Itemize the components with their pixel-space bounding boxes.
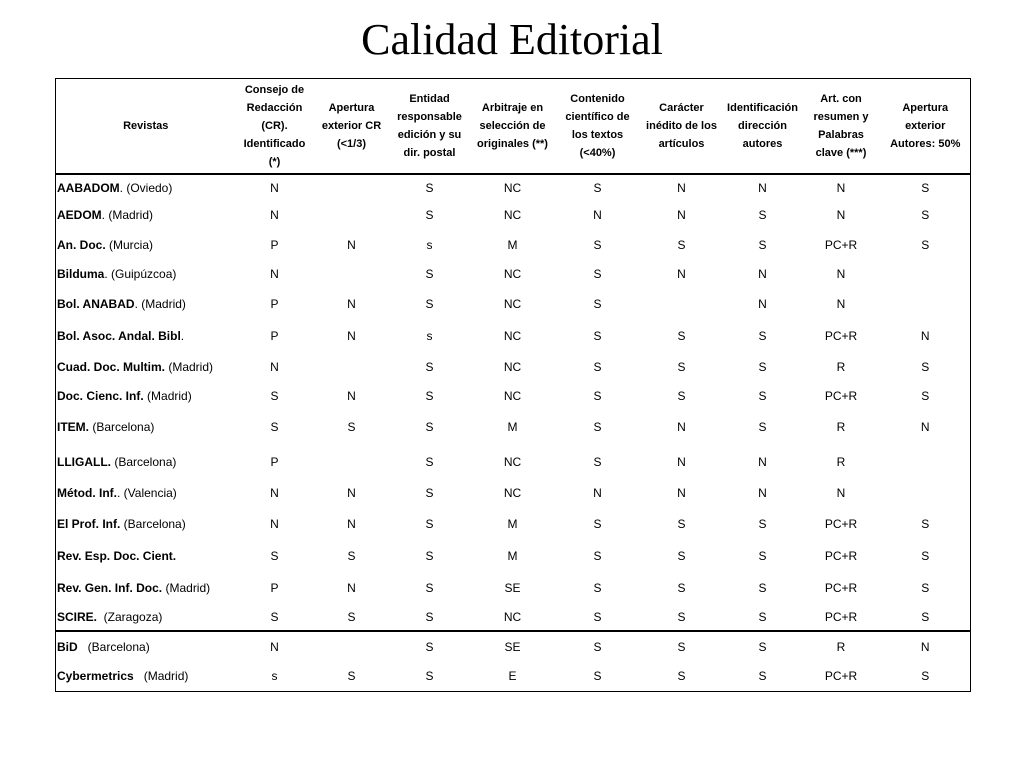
table-cell: S	[425, 454, 434, 469]
table-cell: S	[724, 631, 802, 661]
table-cell: S	[758, 388, 767, 403]
table-cell: N	[677, 180, 686, 195]
table-cell: S	[758, 668, 767, 683]
journal-place: .	[180, 328, 185, 343]
journal-title: AEDOM	[57, 208, 102, 222]
table-cell: N	[758, 180, 767, 195]
table-cell: N	[677, 454, 686, 469]
table-cell	[314, 352, 390, 382]
table-cell	[881, 479, 971, 507]
table-cell: N	[270, 486, 279, 500]
table-cell: S	[921, 388, 930, 403]
table-cell: N	[347, 296, 356, 311]
table-cell: PC+R	[824, 549, 858, 563]
table-cell: S	[270, 419, 279, 434]
table-cell: S	[758, 419, 767, 434]
table-cell: S	[425, 388, 434, 403]
table-cell: S	[921, 668, 930, 683]
table-cell: S	[593, 328, 602, 343]
table-cell	[314, 631, 390, 661]
table-cell: S	[425, 668, 434, 683]
table-cell: S	[593, 419, 602, 434]
table-cell: R	[802, 631, 881, 661]
table-cell: NC	[503, 296, 522, 311]
journal-name-cell	[56, 571, 236, 604]
journal-name-cell	[56, 631, 236, 661]
journal-place: . (Madrid)	[134, 296, 186, 311]
table-cell: S	[347, 549, 356, 563]
table-cell: M	[507, 549, 518, 563]
journal-name-cell	[56, 661, 236, 691]
table-row	[56, 661, 971, 691]
journal-name-cell	[56, 230, 236, 259]
journal-place: (Zaragoza)	[97, 610, 163, 624]
table-cell: N	[758, 486, 767, 500]
column-header: Consejo de Redacción (CR). Identificado (*)	[236, 79, 314, 175]
table-cell	[881, 444, 971, 479]
journal-title: Rev. Esp. Doc. Cient.	[57, 549, 177, 563]
table-cell: PC+R	[824, 580, 858, 595]
table-cell: S	[758, 328, 767, 343]
table-cell	[881, 259, 971, 288]
journal-name-cell	[56, 319, 236, 352]
column-header: Carácter inédito de los artículos	[640, 79, 724, 175]
table-cell: N	[347, 486, 356, 500]
journal-title: Bol. Asoc. Andal. Bibl	[57, 328, 181, 343]
table-cell	[640, 288, 724, 319]
journal-name-cell	[56, 382, 236, 409]
journal-title: SCIRE.	[57, 610, 98, 624]
table-cell: S	[921, 549, 930, 563]
table-cell: S	[425, 517, 434, 531]
journal-place: (Madrid)	[165, 360, 214, 374]
table-row	[56, 382, 971, 409]
column-header: Identificación dirección autores	[724, 79, 802, 175]
table-cell: S	[270, 610, 279, 624]
table-row	[56, 230, 971, 259]
table-cell: N	[270, 517, 279, 531]
table-cell: S	[758, 237, 767, 252]
journal-place: . (Guipúzcoa)	[104, 266, 177, 281]
table-cell: N	[758, 296, 767, 311]
table-row	[56, 541, 971, 571]
table-cell: S	[425, 549, 434, 563]
table-cell: N	[758, 266, 767, 281]
table-cell	[314, 174, 390, 200]
journal-title: El Prof. Inf.	[57, 517, 121, 531]
table-cell: S	[677, 580, 686, 595]
journal-name-cell	[56, 541, 236, 571]
table-cell: N	[836, 296, 846, 311]
column-header: Apertura exterior Autores: 50%	[881, 79, 971, 175]
journal-title: Rev. Gen. Inf. Doc.	[57, 580, 163, 595]
page-title: Calidad Editorial	[361, 15, 663, 64]
table-cell: S	[677, 517, 686, 531]
table-cell: PC+R	[824, 668, 858, 683]
table-cell: S	[677, 328, 686, 343]
table-cell: S	[593, 296, 602, 311]
table-row	[56, 288, 971, 319]
table-cell: E	[508, 668, 517, 683]
table-cell: S	[677, 360, 686, 374]
journal-title: BiD	[57, 639, 78, 654]
table-cell: S	[425, 486, 434, 500]
table-cell: N	[347, 388, 356, 403]
table-cell: SE	[470, 631, 556, 661]
table-cell: SE	[504, 580, 521, 595]
table-row	[56, 631, 971, 661]
journal-title: ITEM.	[57, 419, 89, 434]
table-cell: S	[758, 208, 767, 222]
table-cell: S	[758, 580, 767, 595]
table-cell: S	[921, 610, 930, 624]
table-cell: M	[507, 237, 518, 252]
table-cell: NC	[503, 180, 522, 195]
column-header: Art. con resumen y Palabras clave (***)	[802, 79, 881, 175]
table-row	[56, 479, 971, 507]
journal-place: . (Oviedo)	[119, 180, 173, 195]
column-header: Contenido científico de los textos (<40%)	[556, 79, 640, 175]
table-cell	[314, 259, 390, 288]
table-cell: PC+R	[824, 237, 858, 252]
table-cell: N	[347, 237, 356, 252]
table-cell: NC	[503, 360, 522, 374]
table-cell: S	[425, 580, 434, 595]
table-cell: S	[677, 610, 686, 624]
table-cell: N	[270, 360, 279, 374]
journal-place: (Barcelona)	[111, 454, 177, 469]
table-cell: S	[593, 266, 602, 281]
table-header-row	[56, 79, 971, 175]
table-cell: S	[425, 610, 434, 624]
journal-title: Doc. Cienc. Inf.	[57, 388, 144, 403]
table-cell: N	[836, 180, 846, 195]
table-cell: s	[426, 328, 433, 343]
table-cell: S	[425, 419, 434, 434]
table-row	[56, 174, 971, 200]
table-cell: N	[347, 580, 356, 595]
table-cell: s	[426, 237, 433, 252]
journal-title: AABADOM	[57, 180, 120, 195]
table-cell: S	[425, 266, 434, 281]
table-cell: M	[507, 517, 518, 531]
table-row	[56, 409, 971, 444]
table-cell: S	[593, 610, 602, 624]
table-cell: R	[836, 454, 846, 469]
journal-title: An. Doc.	[57, 237, 106, 252]
table-row	[56, 319, 971, 352]
table-cell: P	[270, 328, 279, 343]
table-cell: S	[270, 388, 279, 403]
table-cell: S	[758, 549, 767, 563]
journal-name-cell	[56, 507, 236, 541]
column-header: Entidad responsable edición y su dir. postal	[390, 79, 470, 175]
journal-place: (Murcia)	[105, 237, 154, 252]
table-cell	[881, 288, 971, 319]
table-cell	[314, 200, 390, 230]
table-body	[56, 174, 971, 691]
table-cell: S	[593, 454, 602, 469]
table-cell: NC	[503, 328, 522, 343]
table-cell: S	[921, 180, 930, 195]
column-header: Apertura exterior CR (<1/3)	[314, 79, 390, 175]
table-cell: N	[920, 419, 930, 434]
table-cell: N	[881, 631, 971, 661]
table-cell: S	[593, 580, 602, 595]
quality-table	[55, 78, 971, 692]
table-cell: S	[425, 180, 434, 195]
table-cell: N	[270, 266, 279, 281]
table-cell: S	[593, 668, 602, 683]
journal-title: Bilduma	[57, 266, 105, 281]
table-row	[56, 444, 971, 479]
table-cell: S	[425, 296, 434, 311]
journal-place: (Barcelona)	[89, 419, 155, 434]
table-cell: S	[758, 517, 767, 531]
table-cell: NC	[503, 266, 522, 281]
journal-name-cell	[56, 352, 236, 382]
journal-title: Métod. Inf.	[57, 486, 117, 500]
journal-name-cell	[56, 479, 236, 507]
table-cell: S	[921, 517, 930, 531]
column-header: Arbitraje en selección de originales (**)	[470, 79, 556, 175]
table-row	[56, 571, 971, 604]
table-cell: S	[677, 237, 686, 252]
journal-name-cell	[56, 409, 236, 444]
table-cell: S	[593, 388, 602, 403]
table-cell: N	[593, 486, 602, 500]
journal-place: (Barcelona)	[77, 639, 150, 654]
table-cell: S	[593, 517, 602, 531]
table-cell: M	[507, 419, 518, 434]
table-cell: N	[920, 328, 930, 343]
table-cell: NC	[503, 454, 522, 469]
table-cell: P	[270, 454, 279, 469]
table-cell: N	[836, 266, 846, 281]
table-cell: S	[640, 631, 724, 661]
table-cell: N	[270, 208, 279, 222]
journal-title: Bol. ANABAD	[57, 296, 135, 311]
table-cell: R	[836, 419, 846, 434]
table-cell: R	[836, 360, 846, 374]
table-cell: S	[758, 610, 767, 624]
table-cell: N	[677, 486, 686, 500]
table-cell: N	[677, 266, 686, 281]
table-cell: NC	[503, 208, 522, 222]
table-cell: PC+R	[824, 517, 858, 531]
journal-name-cell	[56, 604, 236, 631]
table-cell: S	[593, 237, 602, 252]
journal-place: (Barcelona)	[120, 517, 186, 531]
table-cell: N	[758, 454, 767, 469]
table-cell: N	[593, 208, 602, 222]
table-cell: P	[270, 580, 279, 595]
table-cell: S	[921, 580, 930, 595]
journal-place: (Madrid)	[143, 388, 192, 403]
journal-place: . (Madrid)	[101, 208, 154, 222]
table-cell: NC	[503, 610, 522, 624]
table-cell: N	[270, 180, 279, 195]
table-cell: S	[556, 631, 640, 661]
table-cell: S	[677, 668, 686, 683]
table-cell: S	[758, 360, 767, 374]
journal-name-cell	[56, 444, 236, 479]
table-cell: N	[347, 328, 356, 343]
table-cell: PC+R	[824, 388, 858, 403]
table-cell: N	[836, 486, 846, 500]
table-cell: N	[677, 208, 686, 222]
table-cell: S	[677, 388, 686, 403]
table-cell: NC	[503, 388, 522, 403]
column-header: Revistas	[56, 79, 236, 175]
journal-place: (Madrid)	[162, 580, 211, 595]
table-cell: N	[836, 208, 846, 222]
table-row	[56, 604, 971, 631]
journal-title: LLIGALL.	[57, 454, 111, 469]
journal-place: . (Valencia)	[117, 486, 177, 500]
journal-name-cell	[56, 259, 236, 288]
table-cell: S	[347, 610, 356, 624]
table-cell: N	[677, 419, 686, 434]
table-row	[56, 200, 971, 230]
table-cell: S	[390, 631, 470, 661]
table-cell: PC+R	[824, 328, 858, 343]
table-cell: S	[677, 549, 686, 563]
table-cell: S	[347, 668, 356, 683]
table-cell: S	[425, 208, 434, 222]
table-cell: PC+R	[824, 610, 858, 624]
table-cell: S	[347, 419, 356, 434]
table-cell: P	[270, 237, 279, 252]
table-cell: S	[921, 208, 930, 222]
journal-title: Cuad. Doc. Multim.	[57, 360, 165, 374]
journal-name-cell	[56, 200, 236, 230]
table-cell: S	[921, 237, 930, 252]
table-cell: S	[593, 549, 602, 563]
journal-name-cell	[56, 174, 236, 200]
table-cell: N	[347, 517, 356, 531]
table-cell: NC	[503, 486, 522, 500]
table-cell: N	[236, 631, 314, 661]
table-cell: S	[425, 360, 434, 374]
table-cell: S	[593, 180, 602, 195]
table-cell: S	[270, 549, 279, 563]
journal-place: (Madrid)	[133, 668, 189, 683]
journal-title: Cybermetrics	[57, 668, 134, 683]
journal-name-cell	[56, 288, 236, 319]
table-cell: S	[593, 360, 602, 374]
table-row	[56, 259, 971, 288]
table-cell: s	[271, 668, 278, 683]
table-cell: P	[270, 296, 279, 311]
table-row	[56, 507, 971, 541]
table-cell	[314, 444, 390, 479]
table-cell: S	[921, 360, 930, 374]
table-row	[56, 352, 971, 382]
